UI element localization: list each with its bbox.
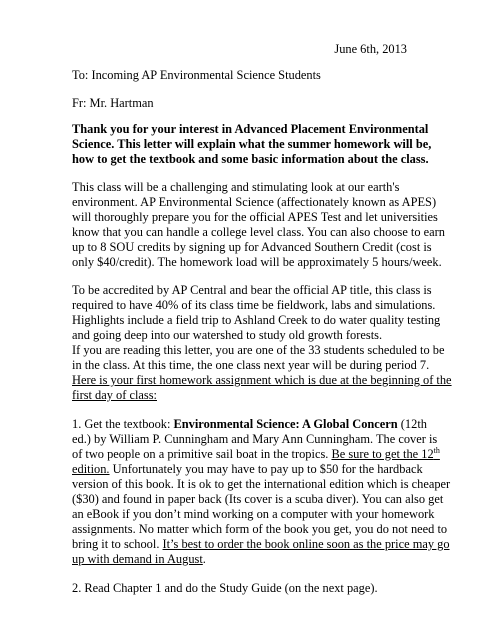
body-line: required to have 40% of its class time be fieldwork, labs and simulations. [72, 298, 436, 312]
body-line: only $40/credit). The homework load will be approximately 5 hours/week. [72, 255, 442, 269]
from-line: Fr: Mr. Hartman [72, 96, 154, 110]
edition-emphasis [331, 447, 439, 461]
body-line: This class will be a challenging and stimulating look at our earth's [72, 180, 400, 194]
item-1-lead: 1. Get the textbook: [72, 417, 174, 431]
intro-line: Thank you for your interest in Advanced Placement Environmental [72, 122, 429, 136]
item-1-line [72, 447, 440, 462]
item-1-line: assignments. No matter which form of the book you get, you do not need to [72, 522, 448, 536]
body-line: and going deep into our watershed to study old growth forests. [72, 328, 383, 342]
item-2-line: 2. Read Chapter 1 and do the Study Guide (on the next page). [72, 581, 378, 595]
item-1-line: an eBook if you don’t mind working on a computer with your homework [72, 507, 435, 521]
order-advice-end: up with demand in August [72, 552, 203, 566]
edition-superscript: th [433, 445, 440, 455]
body-line: If you are reading this letter, you are one of the 33 students scheduled to be [72, 343, 445, 357]
item-1-line: ed.) by William P. Cunningham and Mary Ann Cunningham. The cover is [72, 432, 438, 446]
textbook-title: Environmental Science: A Global Concern [173, 417, 398, 431]
item-1-line [72, 417, 427, 432]
item-1-text: of two people on a primitive sail boat in the tropics. [72, 447, 332, 461]
intro-line: how to get the textbook and some basic information about the class. [72, 152, 429, 166]
body-line: will thoroughly prepare you for the official APES Test and let universities [72, 210, 438, 224]
body-line: Highlights include a field trip to Ashland Creek to do water quality testing [72, 313, 441, 327]
item-1-text: . [202, 552, 206, 566]
assignment-heading: Here is your first homework assignment which is due at the beginning of the [72, 373, 452, 387]
order-advice: It’s best to order the book online soon as the price may go [162, 537, 450, 551]
body-line: up to 8 SOU credits by signing up for Advanced Southern Credit (cost is [72, 240, 432, 254]
edition-emphasis-end: edition. [72, 462, 110, 476]
item-1-text: bring it to school. [72, 537, 163, 551]
intro-line: Science. This letter will explain what the summer homework will be, [72, 137, 432, 151]
item-1-line [72, 537, 450, 552]
body-line: environment. AP Environmental Science (affectionately known as APES) [72, 195, 437, 209]
item-1-line: ($30) and found in paper back (Its cover is a scuba diver). You can also get [72, 492, 444, 506]
body-line: in the class. At this time, the one class next year will be during period 7. [72, 358, 430, 372]
assignment-heading: first day of class: [72, 388, 157, 402]
body-line: To be accredited by AP Central and bear the official AP title, this class is [72, 283, 432, 297]
item-1-line [72, 552, 206, 567]
item-1-text: Unfortunately you may have to pay up to $50 for the hardback [109, 462, 423, 476]
edition-note: (12th [397, 417, 427, 431]
edition-emphasis-text: Be sure to get the 12 [331, 447, 434, 461]
body-line: know that you can handle a college level class. You can also choose to earn [72, 225, 445, 239]
to-line: To: Incoming AP Environmental Science Students [72, 68, 321, 82]
letter-date: June 6th, 2013 [334, 42, 407, 56]
item-1-line: version of this book. It is ok to get the international edition which is cheaper [72, 477, 451, 491]
item-1-line [72, 462, 423, 477]
